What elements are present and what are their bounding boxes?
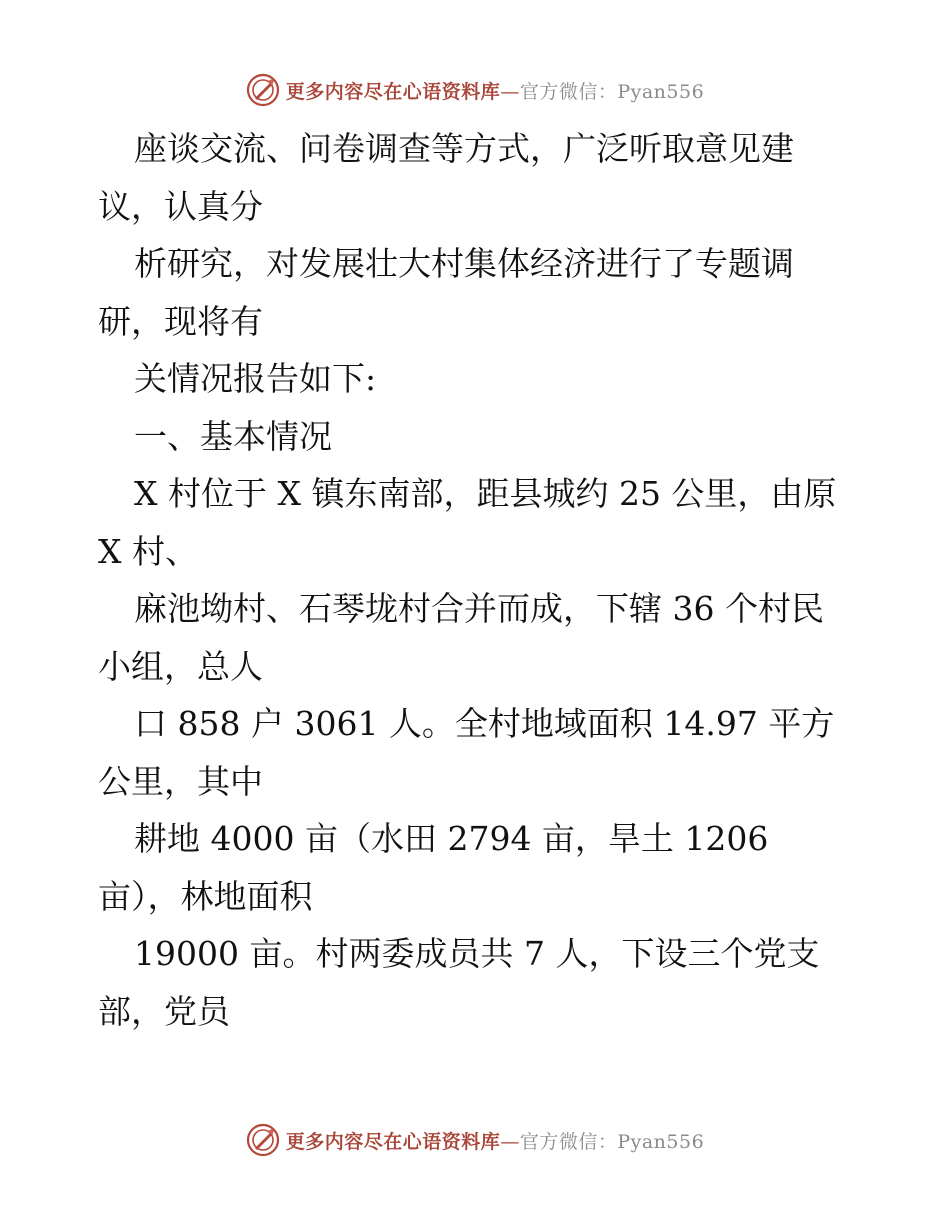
brand-logo-icon	[246, 73, 280, 107]
body-line: X 村、	[98, 531, 198, 571]
body-line: 议，认真分	[98, 186, 263, 226]
body-line: 析研究，对发展壮大村集体经济进行了专题调	[134, 244, 794, 283]
document-body	[98, 120, 858, 1040]
footer-brand-text	[286, 1127, 704, 1154]
brand-logo-icon	[246, 1123, 280, 1157]
header-wechat-id: Pyan556	[617, 80, 705, 103]
page-header	[0, 73, 950, 107]
body-line: 麻池坳村、石琴垅村合并而成，下辖 36 个村民	[134, 589, 824, 628]
header-brand: 更多内容尽在心语资料库	[285, 80, 501, 103]
body-line: 座谈交流、问卷调查等方式，广泛听取意见建	[134, 129, 794, 168]
body-line: 19000 亩。村两委成员共 7 人，下设三个党支	[134, 934, 820, 973]
section-heading: 一、基本情况	[134, 416, 332, 456]
page-footer	[0, 1123, 950, 1157]
body-line: 研，现将有	[98, 301, 263, 341]
body-line: X 村位于 X 镇东南部，距县城约 25 公里，由原	[134, 474, 837, 513]
body-line: 关情况报告如下:	[134, 359, 377, 398]
body-line: 口 858 户 3061 人。全村地域面积 14.97 平方	[134, 704, 835, 743]
footer-wechat-id: Pyan556	[617, 1130, 705, 1153]
footer-wechat-label: 官方微信：	[519, 1130, 618, 1153]
footer-brand: 更多内容尽在心语资料库	[285, 1130, 501, 1153]
body-line: 耕地 4000 亩（水田 2794 亩，旱土 1206	[134, 819, 769, 858]
footer-dash: —	[500, 1130, 520, 1153]
body-line: 部，党员	[98, 991, 230, 1031]
header-dash: —	[500, 80, 520, 103]
header-wechat-label: 官方微信：	[519, 80, 618, 103]
body-line: 小组，总人	[98, 646, 263, 686]
header-brand-text	[286, 77, 704, 104]
body-line: 公里，其中	[98, 761, 263, 801]
body-line: 亩），林地面积	[98, 876, 313, 916]
